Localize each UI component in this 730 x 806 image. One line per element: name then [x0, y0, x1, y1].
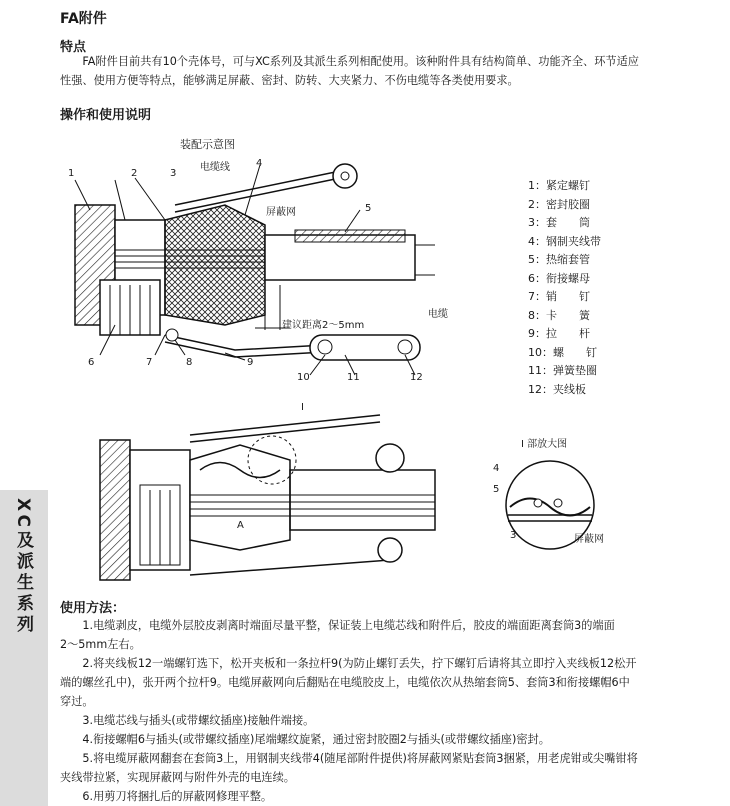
parts-legend — [528, 177, 601, 399]
callout-2: 2 — [131, 168, 138, 179]
label-cable-core: 电缆线 — [200, 162, 230, 173]
label-distance: 建议距离2～5mm — [282, 320, 365, 331]
callout-8: 8 — [186, 357, 193, 368]
callout-1: 1 — [68, 168, 75, 179]
usage-steps — [60, 616, 700, 806]
legend-item: 1：紧定螺钉 — [528, 179, 590, 192]
features-heading: 特点 — [60, 40, 87, 55]
legend-item: 7：销 钉 — [528, 290, 590, 303]
callout-12: 12 — [410, 372, 423, 383]
section-diagram — [90, 400, 450, 590]
usage-line: 夹线带拉紧，实现屏蔽网与附件外壳的电连续。 — [60, 771, 295, 784]
operation-heading: 操作和使用说明 — [60, 108, 152, 123]
detail-callout-5: 5 — [493, 484, 500, 495]
legend-item: 8：卡 簧 — [528, 308, 590, 322]
callout-7: 7 — [146, 357, 153, 368]
legend-item: 5：热缩套管 — [528, 253, 590, 266]
usage-line: 6.用剪刀将捆扎后的屏蔽网修理平整。 — [82, 790, 273, 803]
usage-line: 5.将电缆屏蔽网翻套在套筒3上，用钢制夹线带4(随尾部附件提供)将屏蔽网紧贴套筒3捆紧，用老虎钳或尖嘴钳将 — [82, 752, 638, 765]
usage-line: 穿过。 — [60, 695, 94, 708]
detail-callout-3: 3 — [510, 530, 517, 541]
detail-caption: I 部放大图 — [521, 439, 568, 450]
label-cable: 电缆 — [428, 309, 448, 320]
usage-heading: 使用方法： — [60, 601, 126, 616]
label-detail-marker: I — [301, 402, 304, 413]
usage-line: 端的螺丝孔中)，张开两个拉杆9。电缆屏蔽网向后翻贴在电缆胶皮上，电缆依次从热缩套筒5、套筒3和衔接螺帽6中 — [60, 676, 630, 689]
callout-11: 11 — [347, 372, 360, 383]
legend-item: 9：拉 杆 — [528, 327, 590, 340]
usage-line: 2～5mm左右。 — [60, 638, 141, 651]
legend-item: 12：夹线板 — [528, 382, 586, 396]
features-line-1: FA附件目前共有10个壳体号，可与XC系列及其派生系列相配使用。该种附件具有结构简单、功能齐全、环节适应 — [82, 55, 639, 68]
legend-item: 2：密封胶圈 — [528, 197, 590, 211]
callout-3: 3 — [170, 168, 177, 179]
callout-10: 10 — [297, 372, 310, 383]
usage-line: 4.衔接螺帽6与插头(或带螺纹插座)尾端螺纹旋紧，通过密封胶圈2与插头(或带螺纹插座)密封。 — [82, 733, 550, 746]
legend-item: 11：弹簧垫圈 — [528, 364, 597, 377]
side-tab — [0, 490, 48, 806]
assembly-diagram — [55, 150, 525, 390]
callout-9: 9 — [247, 357, 254, 368]
callout-5: 5 — [365, 203, 372, 214]
usage-line: 1.电缆剥皮，电缆外层胶皮剥离时端面尽量平整，保证装上电缆芯线和附件后，胶皮的端面距离套筒3的端面 — [82, 619, 615, 632]
label-A: A — [237, 520, 244, 531]
legend-item: 10：螺 钉 — [528, 345, 597, 359]
features-line-2: 性强、使用方便等特点，能够满足屏蔽、密封、防转、大夹紧力、不伤电缆等各类使用要求。 — [60, 74, 519, 87]
detail-callout-4: 4 — [493, 463, 500, 474]
legend-item: 3：套 筒 — [528, 216, 590, 229]
side-tab-label: XC及派生系列 — [13, 498, 33, 636]
usage-line: 3.电缆芯线与插头(或带螺纹插座)接触件端接。 — [82, 714, 315, 727]
usage-line: 2.将夹线板12一端螺钉选下，松开夹板和一条拉杆9(为防止螺钉丢失，拧下螺钉后请将其立即拧入夹线板12松开 — [82, 657, 637, 670]
callout-6: 6 — [88, 357, 95, 368]
diagram1-caption: 装配示意图 — [180, 138, 235, 151]
legend-item: 6：衔接螺母 — [528, 271, 590, 285]
legend-item: 4：钢制夹线带 — [528, 234, 601, 248]
features-text — [60, 52, 700, 90]
label-shield-net: 屏蔽网 — [266, 207, 296, 218]
detail-label-shield: 屏蔽网 — [574, 534, 604, 545]
page-title: FA附件 — [60, 11, 107, 27]
callout-4: 4 — [256, 158, 263, 169]
